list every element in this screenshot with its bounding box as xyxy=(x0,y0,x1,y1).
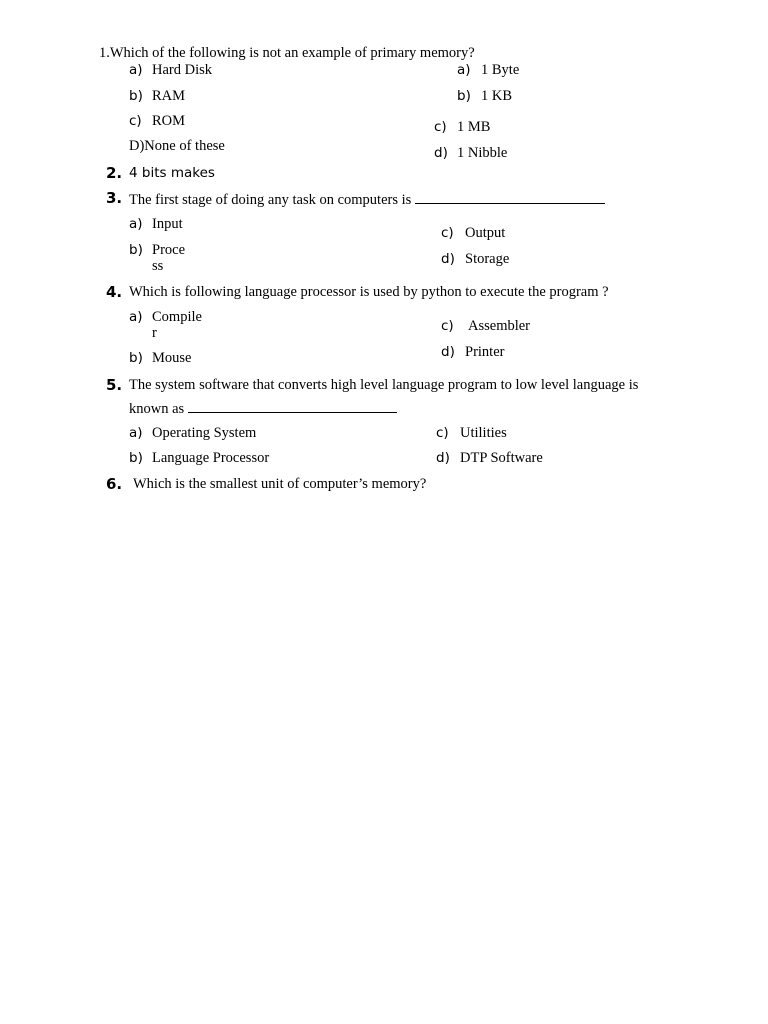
question-5-number: 5. xyxy=(106,376,123,394)
q1-option-b-text: RAM xyxy=(152,88,186,104)
q1-option-d-text: D)None of these xyxy=(129,138,225,154)
q3-option-d-label: d) xyxy=(441,251,455,267)
q4-option-b-text: Mouse xyxy=(152,350,192,366)
answer-blank xyxy=(188,398,397,413)
q2-option-c-label: c) xyxy=(434,119,447,135)
question-2-stem: 4 bits makes xyxy=(129,165,215,181)
q3-option-a-label: a) xyxy=(129,216,143,232)
q2-option-b-label: b) xyxy=(457,88,471,104)
q5-option-a-label: a) xyxy=(129,425,143,441)
q1-option-c-label: c) xyxy=(129,113,142,129)
q1-option-a-text: Hard Disk xyxy=(152,62,213,78)
q4-option-a-label: a) xyxy=(129,309,143,325)
q5-option-c-label: c) xyxy=(436,425,449,441)
q3-option-d-text: Storage xyxy=(465,251,510,267)
q1-option-a-label: a) xyxy=(129,62,143,78)
question-6-stem: Which is the smallest unit of computer’s memory? xyxy=(133,476,427,492)
question-3-number: 3. xyxy=(106,189,123,207)
question-5-stem-line-2: known as xyxy=(129,398,397,418)
q3-option-b-text: Proce xyxy=(152,242,186,258)
question-3-stem: The first stage of doing any task on computers is xyxy=(129,189,605,209)
q5-option-d-text: DTP Software xyxy=(460,450,543,466)
q5-option-b-label: b) xyxy=(129,450,143,466)
q1-option-b-label: b) xyxy=(129,88,143,104)
q4-option-a-text-wrap: r xyxy=(152,325,157,341)
q4-option-c-text: Assembler xyxy=(468,318,531,334)
q2-option-b-text: 1 KB xyxy=(481,88,513,104)
q3-option-c-text: Output xyxy=(465,225,506,241)
question-4-stem: Which is following language processor is used by python to execute the program ? xyxy=(129,284,609,300)
q2-option-a-text: 1 Byte xyxy=(481,62,520,78)
question-4-number: 4. xyxy=(106,283,123,301)
q5-option-d-label: d) xyxy=(436,450,450,466)
q4-option-d-label: d) xyxy=(441,344,455,360)
q4-option-d-text: Printer xyxy=(465,344,505,360)
q2-option-c-text: 1 MB xyxy=(457,119,491,135)
q5-option-b-text: Language Processor xyxy=(152,450,270,466)
question-1-stem: 1.Which of the following is not an example of primary memory? xyxy=(99,45,475,61)
q3-option-b-text-wrap: ss xyxy=(152,258,164,274)
question-6-number: 6. xyxy=(106,475,123,493)
q4-option-b-label: b) xyxy=(129,350,143,366)
q2-option-d-label: d) xyxy=(434,145,448,161)
question-5-stem-line-1: The system software that converts high level language program to low level language is xyxy=(129,377,639,393)
q2-option-d-text: 1 Nibble xyxy=(457,145,508,161)
answer-blank xyxy=(415,189,605,204)
q5-option-a-text: Operating System xyxy=(152,425,257,441)
q3-option-b-label: b) xyxy=(129,242,143,258)
q5-option-c-text: Utilities xyxy=(460,425,507,441)
q3-option-c-label: c) xyxy=(441,225,454,241)
q1-option-c-text: ROM xyxy=(152,113,186,129)
q4-option-c-label: c) xyxy=(441,318,454,334)
question-2-number: 2. xyxy=(106,164,123,182)
q4-option-a-text: Compile xyxy=(152,309,202,325)
q2-option-a-label: a) xyxy=(457,62,471,78)
q3-option-a-text: Input xyxy=(152,216,183,232)
